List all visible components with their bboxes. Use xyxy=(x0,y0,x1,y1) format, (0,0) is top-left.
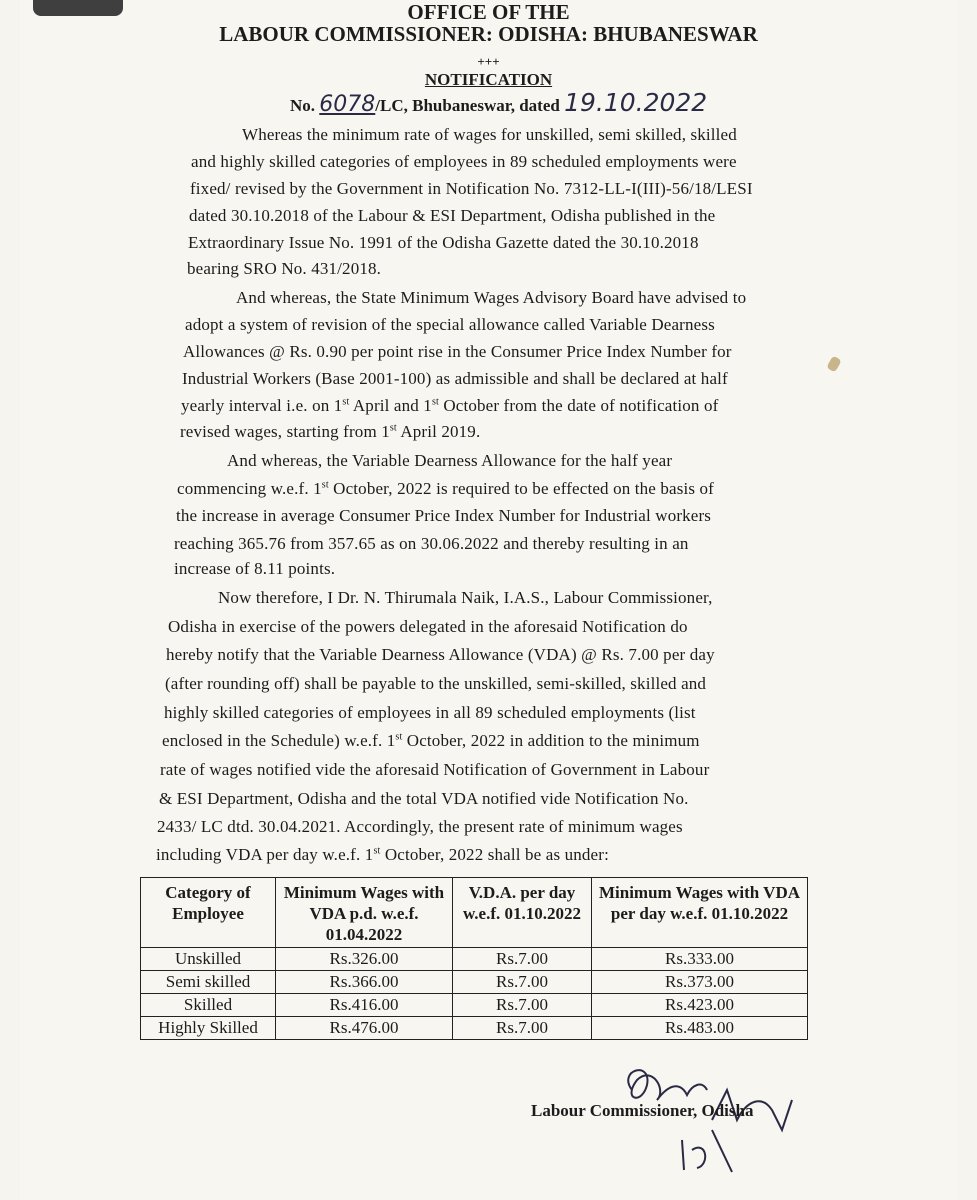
body-line: bearing SRO No. 431/2018. xyxy=(187,259,382,278)
cell-category: Unskilled xyxy=(141,948,276,971)
table-row xyxy=(141,1017,808,1040)
body-line: dated 30.10.2018 of the Labour & ESI Department, Odisha published in the xyxy=(189,206,716,225)
body-line: hereby notify that the Variable Dearness Allowance (VDA) @ Rs. 7.00 per day xyxy=(166,645,715,664)
reference-line xyxy=(290,88,707,117)
body-line: Whereas the minimum rate of wages for unskilled, semi skilled, skilled xyxy=(242,125,737,144)
heading-separator: +++ xyxy=(477,54,500,69)
body-line: increase of 8.11 points. xyxy=(174,559,336,578)
body-line: rate of wages notified vide the aforesaid Notification of Government in Labour xyxy=(160,760,710,779)
body-line: the increase in average Consumer Price Index Number for Industrial workers xyxy=(176,506,712,525)
body-line: & ESI Department, Odisha and the total VDA notified vide Notification No. xyxy=(159,789,689,808)
signatory-designation: Labour Commissioner, Odisha xyxy=(531,1101,754,1120)
cell-vda: Rs.7.00 xyxy=(453,1017,592,1040)
cell-wages-april: Rs.476.00 xyxy=(276,1017,453,1040)
cell-category: Highly Skilled xyxy=(141,1017,276,1040)
cell-wages-october: Rs.423.00 xyxy=(592,994,808,1017)
body-line: and highly skilled categories of employees in 89 scheduled employments were xyxy=(191,152,737,171)
cell-vda: Rs.7.00 xyxy=(453,948,592,971)
body-line: reaching 365.76 from 357.65 as on 30.06.2022 and thereby resulting in an xyxy=(174,534,689,553)
cell-vda: Rs.7.00 xyxy=(453,994,592,1017)
cell-wages-april: Rs.366.00 xyxy=(276,971,453,994)
body-line: enclosed in the Schedule) w.e.f. 1st October, 2022 in addition to the minimum xyxy=(162,731,700,750)
table-row xyxy=(141,971,808,994)
body-line: And whereas, the Variable Dearness Allowance for the half year xyxy=(227,451,673,470)
body-line: Extraordinary Issue No. 1991 of the Odisha Gazette dated the 30.10.2018 xyxy=(188,233,699,252)
notification-title: NOTIFICATION xyxy=(424,70,553,89)
header-wages-october: Minimum Wages with VDA per day w.e.f. 01.10.2022 xyxy=(592,878,808,948)
cell-wages-april: Rs.416.00 xyxy=(276,994,453,1017)
body-line: 2433/ LC dtd. 30.04.2021. Accordingly, the present rate of minimum wages xyxy=(157,817,683,836)
table-row xyxy=(141,948,808,971)
body-line: highly skilled categories of employees in all 89 scheduled employments (list xyxy=(164,703,696,722)
header-category: Category of Employee xyxy=(141,878,276,948)
commissioner-heading: LABOUR COMMISSIONER: ODISHA: BHUBANESWAR xyxy=(219,22,758,46)
body-line: Odisha in exercise of the powers delegated in the aforesaid Notification do xyxy=(168,617,688,636)
wages-table xyxy=(140,877,808,1040)
body-line: commencing w.e.f. 1st October, 2022 is required to be effected on the basis of xyxy=(177,479,714,498)
body-line: Industrial Workers (Base 2001-100) as admissible and shall be declared at half xyxy=(182,369,728,388)
table-row xyxy=(141,994,808,1017)
cell-vda: Rs.7.00 xyxy=(453,971,592,994)
ref-date-handwritten: 19.10.2022 xyxy=(564,88,708,117)
cell-wages-october: Rs.483.00 xyxy=(592,1017,808,1040)
ref-number-handwritten: 6078 xyxy=(319,92,376,117)
cell-category: Semi skilled xyxy=(141,971,276,994)
ref-prefix: No. xyxy=(290,96,316,115)
body-line: adopt a system of revision of the special allowance called Variable Dearness xyxy=(185,315,715,334)
cell-wages-april: Rs.326.00 xyxy=(276,948,453,971)
cell-category: Skilled xyxy=(141,994,276,1017)
body-line: yearly interval i.e. on 1st April and 1st October from the date of notification of xyxy=(181,396,719,415)
cell-wages-october: Rs.333.00 xyxy=(592,948,808,971)
body-line: And whereas, the State Minimum Wages Advisory Board have advised to xyxy=(236,288,747,307)
header-vda: V.D.A. per day w.e.f. 01.10.2022 xyxy=(453,878,592,948)
body-line: fixed/ revised by the Government in Notification No. 7312-LL-I(III)-56/18/LESI xyxy=(190,179,753,198)
cell-wages-october: Rs.373.00 xyxy=(592,971,808,994)
body-line: revised wages, starting from 1st April 2019. xyxy=(180,422,481,441)
table-header-row xyxy=(141,878,808,948)
body-line: Now therefore, I Dr. N. Thirumala Naik, I.A.S., Labour Commissioner, xyxy=(218,588,713,607)
body-line: Allowances @ Rs. 0.90 per point rise in the Consumer Price Index Number for xyxy=(183,342,732,361)
office-heading: OFFICE OF THE xyxy=(407,0,570,24)
ref-middle: /LC, Bhubaneswar, dated xyxy=(375,96,560,115)
body-line: including VDA per day w.e.f. 1st October, 2022 shall be as under: xyxy=(156,845,609,864)
header-wages-april: Minimum Wages with VDA p.d. w.e.f. 01.04.2022 xyxy=(276,878,453,948)
body-line: (after rounding off) shall be payable to the unskilled, semi-skilled, skilled and xyxy=(165,674,707,693)
